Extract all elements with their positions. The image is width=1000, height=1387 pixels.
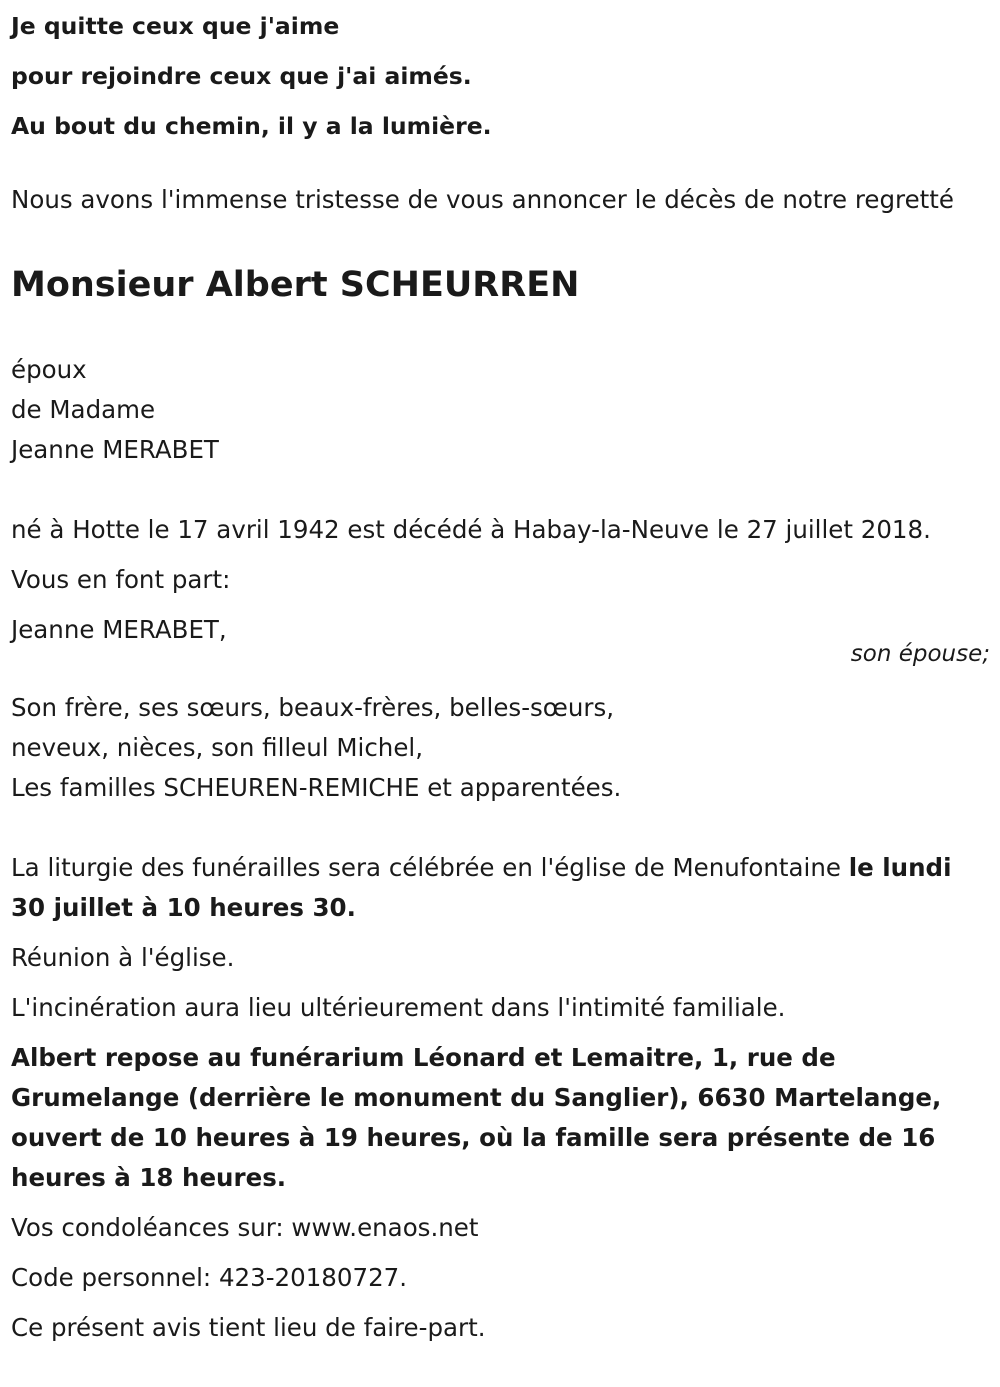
mourner-spouse-name: Jeanne MERABET, [11,615,227,644]
liturgy-place: La liturgie des funérailles sera célébrée en l'église de Menufontaine [11,853,849,882]
family-line-3: Les familles SCHEUREN-REMICHE et apparentées. [11,773,622,802]
deceased-name: Monsieur Albert SCHEURREN [11,265,580,305]
closing-text: Ce présent avis tient lieu de faire-part. [11,1313,486,1342]
quote-line-1: Je quitte ceux que j'aime [11,12,340,40]
announce-label: Vous en font part: [11,565,231,594]
spouse-line-2: de Madame [11,395,156,424]
family-line-2: neveux, nièces, son filleul Michel, [11,733,423,762]
condolences-text: Vos condoléances sur: www.enaos.net [11,1213,479,1242]
obituary-notice [11,0,991,1348]
quote-line-2: pour rejoindre ceux que j'ai aimés. [11,62,472,90]
cremation-text: L'incinération aura lieu ultérieurement dans l'intimité familiale. [11,993,786,1022]
intro-text: Nous avons l'immense tristesse de vous annoncer le décès de notre regretté [11,185,954,214]
personal-code-text: Code personnel: 423-20180727. [11,1263,408,1292]
spouse-block [11,350,991,470]
liturgy-date: le lundi 30 juillet à 10 heures 30. [11,853,952,922]
family-block [11,688,991,808]
birth-death-text: né à Hotte le 17 avril 1942 est décédé à Habay-la-Neuve le 27 juillet 2018. [11,515,931,544]
opening-quote [11,1,991,151]
mourner-spouse-role: son épouse; [850,641,990,667]
spouse-line-1: époux [11,355,87,384]
spouse-line-3: Jeanne MERABET [11,435,219,464]
funerarium-text: Albert repose au funérarium Léonard et Lemaitre, 1, rue de Grumelange (derrière le monument du Sanglier), 6630 Martelange, ouvert de 10 heures à 19 heures, où la famille sera présente de 16 heures à 18 heures. [11,1043,942,1192]
quote-line-3: Au bout du chemin, il y a la lumière. [11,112,492,140]
family-line-1: Son frère, ses sœurs, beaux-frères, belles-sœurs, [11,693,615,722]
liturgy-text [11,848,991,928]
meeting-text: Réunion à l'église. [11,943,235,972]
